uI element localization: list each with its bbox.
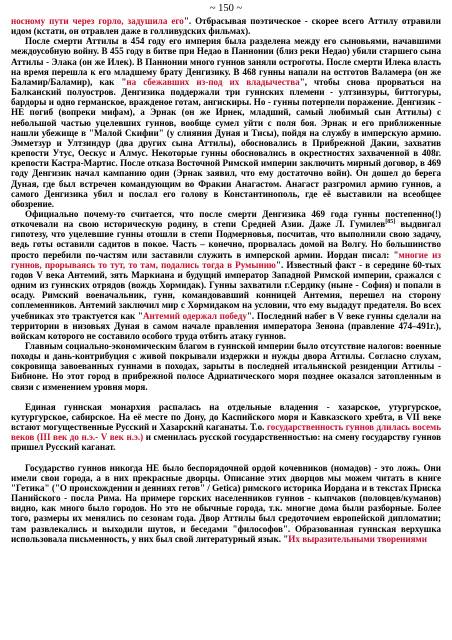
paragraph (11, 209, 441, 341)
quote-highlight: Антемий одержал победу (142, 310, 247, 321)
quote-highlight: на сбежавших из-под их владычества (126, 76, 300, 87)
footnote-ref: [85] (385, 219, 396, 226)
quote-highlight: носному пути через горло, задушила его (11, 16, 184, 26)
text-run: Единая гуннская монархия распалась на отдельные владения - хазарское, утургурское, кутургурское, сабирское. На её месте по Дону, до Каспийского моря и Кавказского хребта, в VII веке встают могущественные Русский и Хазарский каганаты. Т.о. (11, 401, 441, 433)
document-body (11, 16, 441, 544)
quote-highlight: многие из гуннов, прорываясь то тут, то там, подались тогда в Румынию (11, 249, 441, 270)
text-run: ". Известный факт - в середине 60-тых годов V века Антемий, зять Маркиана и будущий император Западной Римской империи, сражался с одним из гуннских отрядов (вождь Хормидак). Гунны захватили г.Сердику (ныне - София) и попали в осаду. Римский военачальник, гунн, командовавший конницей Антемия, перешел на сторону соплеменников. Антемий заключил мир с Хормидаком на условии, что ему выдадут предателя. Во всех учебниках это трактуется как " (11, 259, 442, 321)
text-run: выдвигал гипотезу, что уцелевшие гунны отошли в степи Подмерновья, посчитав, что выполнили свою задачу, ведь готы оставили садитов в покое. Часть – конечно, прорвалась домой на Волгу. Но большинство просто перебили по-частям или заставили служить в имперской армии. Иордан писал: " (11, 219, 441, 260)
paragraph (11, 341, 441, 392)
quote-highlight: Их выразительными творениями (288, 533, 427, 544)
page-number: ~ 150 ~ (209, 3, 243, 14)
paragraph (11, 463, 441, 544)
quote-highlight: государственность гуннов длилась восемь веков (III век до н.э.- V век н.э.) (11, 422, 442, 443)
text-run: ", чтобы снова прорваться на Балканский полуостров. Денгизика поддержали три гуннских племени - ултзинзуры, биттогуры, бардоры и одно германское, вражденое готам, ангискиры. Но - гунны потерпели поражение. Денгизик - НЕ погиб (вопреки мифам), а Эрнак (он же Ирнек, младший, самый любимый сын Аттилы) с небольшой частью уцелевших гуннов, вообще сумел уйти с поля боя. Эрнак и его приближенные нашли убежище в "Малой Скифии" (у слияния Дуная и Тисы), пойдя на службу в имперскую армию. Эмметзур и Ултзиндур (два других сына Аттилы), обосновались в Прибрежной Дакии, захватив крепости Утус, Оескус и Алмус. Некоторые гунны обосновались в окрестностях захваченной в 408г. крепости Кастра-Мартис. После отказа Восточной Римской империи заключить мирный договор, в 469 году Денгизик начал кампанию один (Эрнак заявил, что ему достаточно войн). Он дошел до берега Дуная, где был встречен командующим во Фракии Анагастом. Анагаст разгромил армию гуннов, а самого Денгизика убил и послал его голову в Константинополь, где её выставили на всеобщее обозрение. (11, 76, 442, 209)
text-run: ". Последний набег в V веке гунны сделали на территории в низовьях Дуная в самом начале правления императора Зенона (правление 474–491г.), войскам которого не составило особого труда отбить атаку гуннов. (11, 310, 441, 341)
text-run: Официально почему-то считается, что после смерти Денгизика 469 года гунны постепенно(!) откочевали на свою историческую родину, в степи Средней Азии. Даже Л. Гумилев (11, 208, 441, 230)
paragraph (11, 36, 441, 209)
paragraph (11, 402, 441, 453)
text-run: Государство гуннов никогда НЕ было беспорядочной ордой кочевников (номадов) - это ложь. Они имели свои города, а в них прекрасные дворцы. Описание этих дворцов мы можем читать в книге "Гетика" ("О происхождении и деяниях гетов" / Getica) римского историка Иордана и в текстах Приска Панийского - посла Рима. На примере горских населенников гуннов - кыпчаков (половцев/куманов) видно, как много было городов. Но это не обычные города, т.к. многие дома были разборные. Более того, размеры их менялись по сезонам года. Двор Аттилы был средоточием европейской дипломатии; там развлекались и выходили шутов, и беседами "философов". Образованная гуннская верхушка использовала письменность, у них был свой литературный язык. " (11, 462, 441, 544)
text-run: ". Отбрасывая поэтическое - скорее всего Аттилу отравили идом (кстати, он отравлен даже в голливудских фильмах). (11, 16, 441, 37)
text-run: После смерти Аттилы в 454 году его империя была разделена между его сыновьями, начавшими междоусобную войну. В 455 году в битве при Недао в Паннонии (близ реки Недао) убили старшего сына Аттилы - Элака (он же Илек). В Паннонии много гуннов заняли остроготы. После смерти Илека власть на время перешла к его младшему брату Денгизику. В 468 гунны напали на остготов Валамера (он же Баламир/Баламир), как " (11, 36, 441, 87)
text-run: и сменилась русской государственностью: на смену государству гуннов пришел Русский каганат. (11, 432, 441, 453)
paragraph (11, 16, 441, 36)
text-run: Главным социально-экономическим благом в гуннской империи было отсутствие налогов: военные походы и дань-контрибуция с живой покрывали издержки и нужды двора Аттилы. Согласно слухам, сокровища завоеванных гуннами в походах, зарыты в последней итальянской резиденции Аттилы - Бибионе. Но этот город в прибрежной полосе Адриатического моря позднее оказался затопленным в связи с изменением уровня моря. (11, 341, 441, 392)
